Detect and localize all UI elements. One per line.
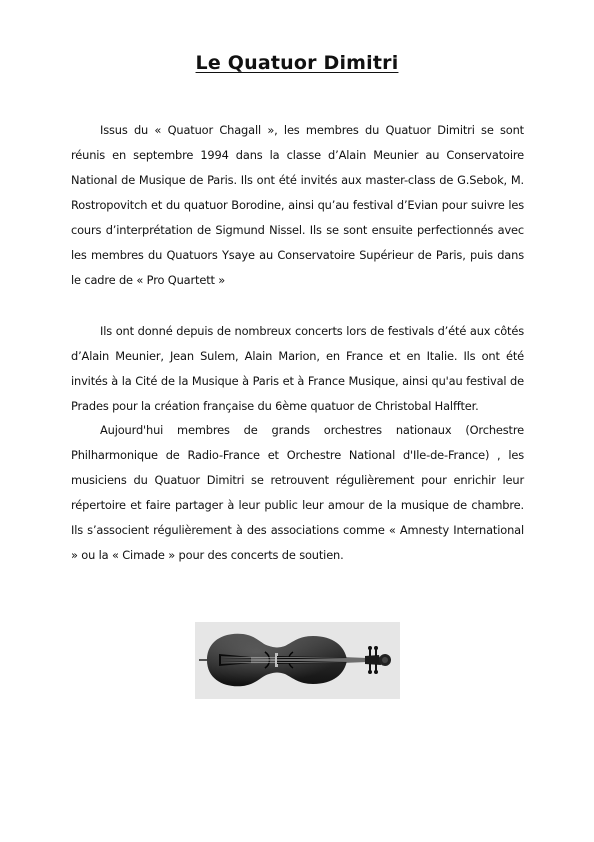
paragraph-history: Issus du « Quatuor Chagall », les membres du Quatuor Dimitri se sont réunis en septembre 1994 dans la classe d’Alain Meunier au Conservatoire National de Musique de Paris. Ils ont été invités aux master-class de G.Sebok, M. Rostropovitch et du quatuor Borodine, ainsi qu’au festival d’Evian pour suivre les cours d’interprétation de Sigmund Nissel. Ils se sont ensuite perfectionnés avec les membres du Quatuors Ysaye au Conservatoire Supérieur de Paris, puis dans le cadre de « Pro Quartett » <box>71 123 524 287</box>
paragraph-concerts: Ils ont donné depuis de nombreux concerts lors de festivals d’été aux côtés d’Alain Meunier, Jean Sulem, Alain Marion, en France et en Italie. Ils ont été invités à la Cité de la Musique à Paris et à France Musique, ainsi qu'au festival de Prades pour la création française du 6ème quatuor de Christobal Halffter. <box>71 324 524 413</box>
paragraph-today: Aujourd'hui membres de grands orchestres nationaux (Orchestre Philharmonique de Radio-France et Orchestre National d'Ile-de-France) , les musiciens du Quatuor Dimitri se retrouvent régulièrement pour enrichir leur répertoire et faire partager à leur public leur amour de la musique de chambre. Ils s’associent régulièrement à des associations comme « Amnesty International » ou la « Cimade » pour des concerts de soutien. <box>71 423 524 562</box>
cello-illustration <box>195 622 400 699</box>
page-title: Le Quatuor Dimitri <box>195 52 399 74</box>
cello-image <box>195 622 400 699</box>
